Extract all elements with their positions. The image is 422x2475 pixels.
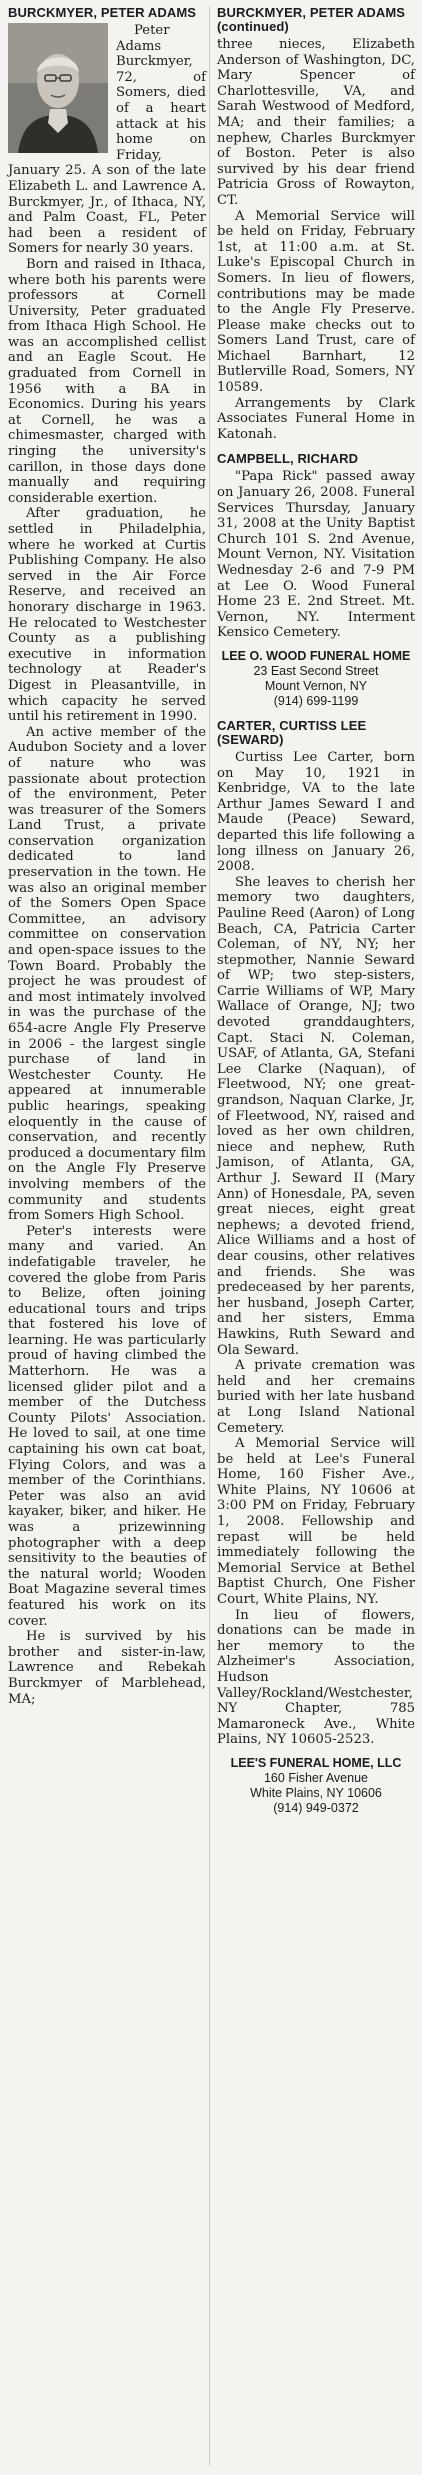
obituary-paragraph: In lieu of flowers, donations can be made in her memory to the Alzheimer's Association, Hudson Valley/Rockland/Westchester, NY Chapter, 785 Mamaroneck Ave., White Plains, NY 10605-2523. (217, 1607, 415, 1748)
funeral-home-address1: 160 Fisher Avenue (263, 1770, 368, 1785)
right-column (217, 6, 415, 1826)
obituary-paragraph: Peter Adams Burckmyer, 72, of Somers, died of a heart attack at his home on Friday, January 25. A son of the late Elizabeth L. and Lawrence A. Burckmyer, Jr., of Ithaca, NY, and Palm Coast, FL, Peter had been a resident of Somers for nearly 30 years. (8, 23, 206, 257)
obituary-paragraph: She leaves to cherish her memory two daughters, Pauline Reed (Aaron) of Long Beach, CA, Patricia Carter Coleman, of NY, NY; her stepmother, Nannie Seward of WP; two step-sisters, Carrie Williams of WP, Mary Wallace of Orange, NJ; two devoted granddaughters, Capt. Staci N. Coleman, USAF, of Atlanta, GA, Stefani Lee Clarke (Naquan), of Fleetwood, NY; one great-grandson, Naquan Clarke, Jr, of Fleetwood, NY, raised and loved as her own children, niece and nephew, Ruth Jamison, of Atlanta, GA, Arthur J. Seward II (Mary Ann) of Honesdale, PA, seven great nieces, eight great nephews; a devoted friend, Alice Williams and a host of dear cousins, other relatives and friends. She was predeceased by her parents, her husband, Joseph Carter, and her sisters, Emma Hawkins, Ruth Seward and Ola Seward. (217, 874, 415, 1358)
obituary-header-burckmyer-continued: BURCKMYER, PETER ADAMS (continued) (217, 5, 406, 34)
funeral-home-lee-o-wood (217, 649, 415, 709)
obituary-paragraph: "Papa Rick" passed away on January 26, 2008. Funeral Services Thursday, January 31, 2008 at the Unity Baptist Church 101 S. 2nd Avenue, Mount Vernon, NY. Visitation Wednesday 2-6 and 7-9 PM at Lee O. Wood Funeral Home 23 E. 2nd Street. Mt. Vernon, NY. Interment Kensico Cemetery. (217, 469, 415, 641)
obituary-paragraph: Peter's interests were many and varied. An indefatigable traveler, he covered the globe from Paris to Belize, often joining educational tours and trips that fostered his love of learning. He was particularly proud of having climbed the Matterhorn. He was a licensed glider pilot and a member of the Dutchess County Pilots' Association. He loved to sail, at one time captaining his own cat boat, Flying Colors, and was a member of the Corinthians. Peter was also an avid kayaker, biker, and hiker. He was a prizewinning photographer with a deep sensitivity to the beauties of the natural world; Wooden Boat Magazine several times featured his work on its cover. (8, 1223, 206, 1629)
funeral-home-name: LEE O. WOOD FUNERAL HOME (221, 648, 411, 663)
obituary-paragraph: An active member of the Audubon Society and a lover of nature who was passionate about protection of the environment, Peter was treasurer of the Somers Land Trust, a private conservation organization dedicated to land preservation in the town. He was also an original member of the Somers Open Space Committee, an advisory committee on conservation and open-space issues to the Town Board. Probably the project he was proudest of and most intimately involved in was the purchase of the 654-acre Angle Fly Preserve in 2006 - the largest single purchase of land in Westchester County. He appeared at innumerable public hearings, speaking eloquently in the cause of conservation, and recently produced a documentary film on the Angle Fly Preserve involving members of the community and students from Somers High School. (8, 724, 206, 1224)
burckmyer-right-text (217, 37, 415, 442)
column-divider (209, 6, 210, 2466)
funeral-home-address1: 23 East Second Street (253, 663, 379, 678)
obituary-paragraph: After graduation, he settled in Philadelphia, where he worked at Curtis Publishing Company. He also served in the Air Force Reserve, and received an honorary discharge in 1963. He relocated to Westchester County as a publishing executive in information technology at Reader's Digest in Pleasantville, in which capacity he served until his retirement in 1990. (8, 506, 206, 725)
obituary-paragraph: Arrangements by Clark Associates Funeral Home in Katonah. (217, 395, 415, 442)
obituary-paragraph: A Memorial Service will be held at Lee's Funeral Home, 160 Fisher Ave., White Plains, NY 10606 at 3:00 PM on Friday, February 1, 2008. Fellowship and repast will be held immediately following the Memorial Service at Bethel Baptist Church, One Fisher Court, White Plains, NY. (217, 1436, 415, 1608)
obituary-header-campbell: CAMPBELL, RICHARD (217, 451, 359, 467)
campbell-text (217, 469, 415, 641)
funeral-home-address2: White Plains, NY 10606 (250, 1785, 382, 1800)
obituary-paragraph: Born and raised in Ithaca, where both his parents were professors at Cornell University, Peter graduated from Ithaca High School. He was an accomplished cellist and an Eagle Scout. He graduated from Cornell in 1956 with a BA in Economics. During his years at Cornell, he was a chimesmaster, charged with ringing the university's carillon, in those days done manually and requiring considerable exertion. (8, 256, 206, 506)
funeral-home-phone: (914) 699-1199 (273, 693, 359, 708)
obituary-paragraph: He is survived by his brother and sister-in-law, Lawrence and Rebekah Burckmyer of Marblehead, MA; (8, 1629, 206, 1707)
funeral-home-address2: Mount Vernon, NY (264, 678, 368, 693)
obituary-header-burckmyer: BURCKMYER, PETER ADAMS (8, 5, 197, 20)
obituary-paragraph: three nieces, Elizabeth Anderson of Washington, DC, Mary Spencer of Charlottesville, VA, and Sarah Westwood of Medford, MA; and their families; a nephew, Charles Burckmyer of Boston. Peter is also survived by his dear friend Patricia Gross of Rowayton, CT. (217, 37, 415, 208)
funeral-home-name: LEE'S FUNERAL HOME, LLC (230, 1755, 402, 1770)
burckmyer-left-text (8, 23, 206, 1707)
portrait-image (8, 23, 108, 153)
obituary-paragraph: A Memorial Service will be held on Friday, February 1st, at 11:00 a.m. at St. Luke's Episcopal Church in Somers. In lieu of flowers, contributions may be made to the Angle Fly Preserve. Please make checks out to Somers Land Trust, care of Michael Barnhart, 12 Butlerville Road, Somers, NY 10589. (217, 208, 415, 396)
funeral-home-lees (217, 1756, 415, 1816)
obituary-paragraph: Curtiss Lee Carter, born on May 10, 1921 in Kenbridge, VA to the late Arthur James Seward I and Maude (Peace) Seward, departed this life following a long illness on January 26, 2008. (217, 749, 415, 875)
obituary-header-carter: CARTER, CURTISS LEE (SEWARD) (217, 717, 367, 747)
left-column (8, 6, 206, 1707)
carter-text (217, 750, 415, 1748)
portrait-photo (8, 23, 108, 153)
funeral-home-phone: (914) 949-0372 (273, 1800, 359, 1815)
obituary-paragraph: A private cremation was held and her cremains buried with her late husband at Long Island National Cemetery. (217, 1358, 415, 1436)
